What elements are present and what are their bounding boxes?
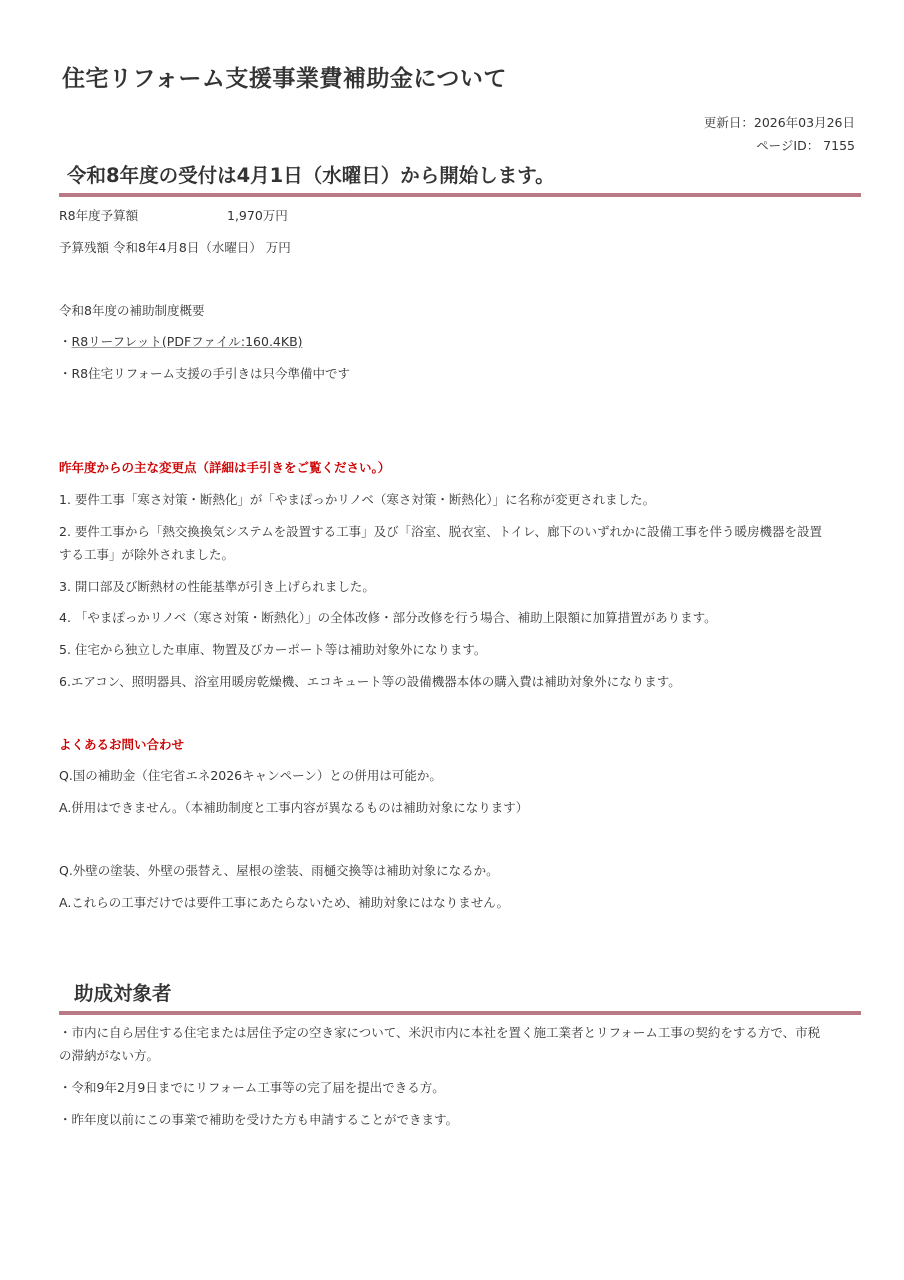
change-item-continued: する工事」が除外されました。 bbox=[59, 547, 235, 562]
eligible-item-continued: の滞納がない方。 bbox=[59, 1048, 160, 1063]
remaining-budget: 予算残額 令和8年4月8日（水曜日） 万円 bbox=[59, 240, 291, 255]
faq-answer: A.これらの工事だけでは要件工事にあたらないため、補助対象にはなりません。 bbox=[59, 895, 510, 910]
section-heading-reception-text: 令和8年度の受付は4月1日（水曜日）から開始します。 bbox=[67, 164, 555, 187]
budget-label: R8年度予算額 bbox=[59, 208, 139, 223]
eligible-item: ・市内に自ら居住する住宅または居住予定の空き家について、米沢市内に本社を置く施工業者とリフォーム工事の契約をする方で、市税 bbox=[59, 1025, 821, 1040]
change-item: 5. 住宅から独立した車庫、物置及びカーポート等は補助対象外になります。 bbox=[59, 642, 487, 657]
page-title: 住宅リフォーム支援事業費補助金について bbox=[62, 66, 507, 92]
leaflet-pdf-link[interactable]: R8リーフレット(PDFファイル:160.4KB) bbox=[71, 334, 303, 349]
bullet: ・ bbox=[59, 334, 72, 349]
faq-title: よくあるお問い合わせ bbox=[59, 737, 185, 752]
change-item: 4. 「やまぽっかリノベ（寒さ対策・断熱化）」の全体改修・部分改修を行う場合、補助上限額に加算措置があります。 bbox=[59, 610, 717, 625]
section-heading-eligible bbox=[59, 974, 861, 1015]
overview-title: 令和8年度の補助制度概要 bbox=[59, 303, 205, 318]
change-item: 3. 開口部及び断熱材の性能基準が引き上げられました。 bbox=[59, 579, 375, 594]
budget-row bbox=[59, 204, 859, 227]
section-heading-reception bbox=[59, 160, 861, 197]
updated-date: 更新日：2026年03月26日 bbox=[703, 115, 855, 130]
page-id: ページID： 7155 bbox=[756, 138, 855, 153]
change-item: 1. 要件工事「寒さ対策・断熱化」が「やまぽっかリノベ（寒さ対策・断熱化）」に名称が変更されました。 bbox=[59, 492, 656, 507]
eligible-item: ・令和9年2月9日までにリフォーム工事等の完了届を提出できる方。 bbox=[59, 1080, 445, 1095]
change-item: 2. 要件工事から「熱交換換気システムを設置する工事」及び「浴室、脱衣室、トイレ、廊下のいずれかに設備工事を伴う暖房機器を設置 bbox=[59, 524, 823, 539]
leaflet-item bbox=[59, 330, 859, 353]
faq-answer: A.併用はできません。（本補助制度と工事内容が異なるものは補助対象になります） bbox=[59, 800, 529, 815]
faq-question: Q.外壁の塗装、外壁の張替え、屋根の塗装、雨樋交換等は補助対象になるか。 bbox=[59, 863, 499, 878]
eligible-item: ・昨年度以前にこの事業で補助を受けた方も申請することができます。 bbox=[59, 1112, 459, 1127]
faq-question: Q.国の補助金（住宅省エネ2026キャンペーン）との併用は可能か。 bbox=[59, 768, 442, 783]
change-item: 6.エアコン、照明器具、浴室用暖房乾燥機、エコキュート等の設備機器本体の購入費は補助対象外になります。 bbox=[59, 674, 681, 689]
section-heading-eligible-text: 助成対象者 bbox=[74, 982, 172, 1005]
guide-note: ・R8住宅リフォーム支援の手引きは只今準備中です bbox=[59, 366, 351, 381]
changes-title: 昨年度からの主な変更点（詳細は手引きをご覧ください。） bbox=[59, 460, 391, 475]
budget-value: 1,970万円 bbox=[227, 208, 288, 223]
